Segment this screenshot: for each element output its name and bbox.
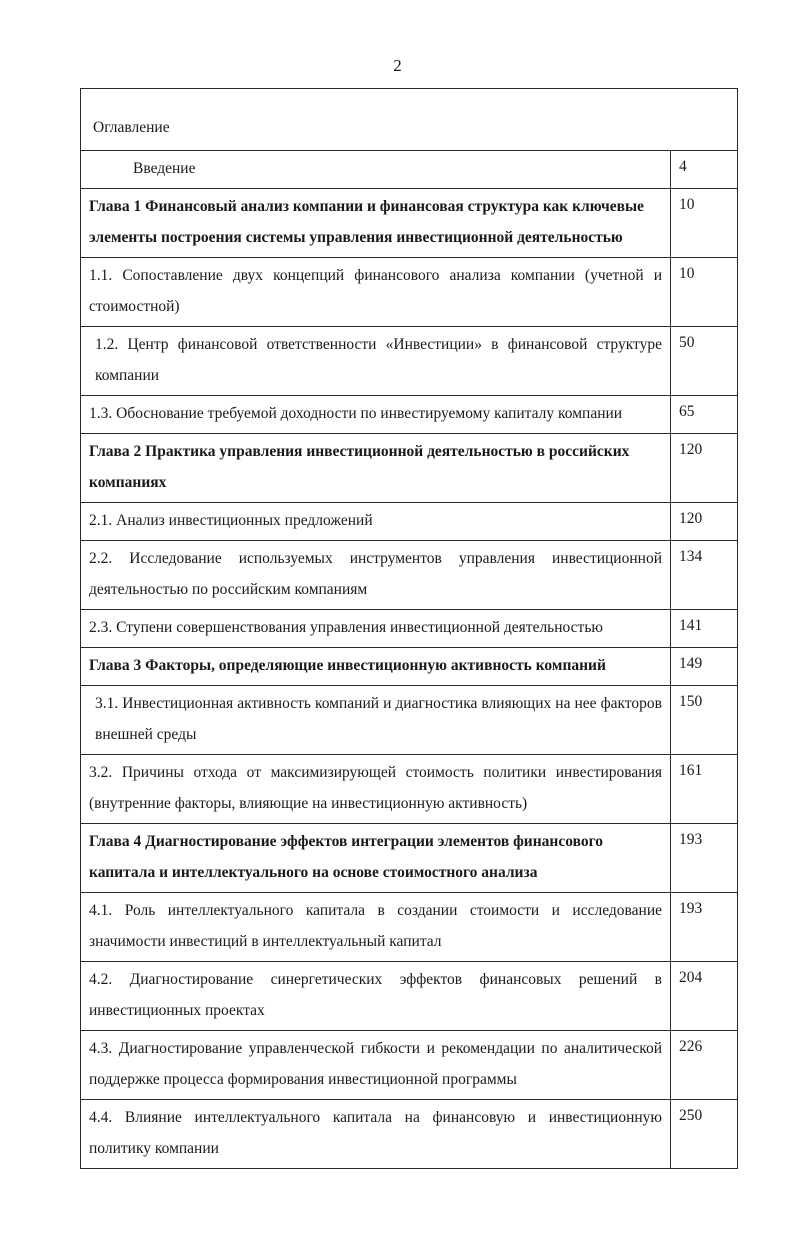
toc-row-chapter-3	[81, 648, 737, 686]
toc-entry-title: 4.3. Диагностирование управленческой гибкости и рекомендации по аналитической поддержке процесса формирования инвестиционной программы	[81, 1031, 671, 1099]
toc-row-1-3	[81, 396, 737, 434]
toc-entry-title: 4.2. Диагностирование синергетических эффектов финансовых решений в инвестиционных проектах	[81, 962, 671, 1030]
toc-entry-title: Введение	[81, 151, 671, 188]
toc-entry-page: 150	[679, 693, 703, 710]
toc-entry-page: 4	[679, 158, 687, 175]
toc-entry-page: 149	[679, 655, 703, 672]
toc-entry-page: 65	[679, 403, 695, 420]
toc-entry-page: 204	[679, 969, 703, 986]
toc-row-4-1	[81, 893, 737, 962]
toc-entry-page: 193	[679, 900, 703, 917]
table-of-contents	[80, 88, 738, 1169]
toc-entry-title: Глава 3 Факторы, определяющие инвестиционную активность компаний	[81, 648, 671, 685]
toc-row-chapter-1	[81, 189, 737, 258]
toc-entry-page: 250	[679, 1107, 703, 1124]
toc-row-2-3	[81, 610, 737, 648]
toc-entry-title: 3.2. Причины отхода от максимизирующей стоимость политики инвестирования (внутренние факторы, влияющие на инвестиционную активность)	[81, 755, 671, 823]
toc-entry-title: 2.2. Исследование используемых инструментов управления инвестиционной деятельностью по российским компаниям	[81, 541, 671, 609]
toc-entry-title: 1.2. Центр финансовой ответственности «Инвестиции» в финансовой структуре компании	[81, 327, 671, 395]
toc-entry-page: 120	[679, 441, 703, 458]
toc-entry-page: 141	[679, 617, 703, 634]
toc-entry-page: 120	[679, 510, 703, 527]
toc-entry-title: 3.1. Инвестиционная активность компаний и диагностика влияющих на нее факторов внешней среды	[81, 686, 671, 754]
toc-entry-title: 1.3. Обоснование требуемой доходности по инвестируемому капиталу компании	[81, 396, 671, 433]
toc-entry-title: 2.3. Ступени совершенствования управления инвестиционной деятельностью	[81, 610, 671, 647]
toc-entry-page: 50	[679, 334, 695, 351]
toc-entry-title: 1.1. Сопоставление двух концепций финансового анализа компании (учетной и стоимостной)	[81, 258, 671, 326]
toc-entry-title: 4.4. Влияние интеллектуального капитала на финансовую и инвестиционную политику компании	[81, 1100, 671, 1168]
toc-row-4-4	[81, 1100, 737, 1168]
toc-entry-title: Глава 1 Финансовый анализ компании и финансовая структура как ключевые элементы построения системы управления инвестиционной деятельностью	[81, 189, 671, 257]
toc-entry-title: Глава 4 Диагностирование эффектов интеграции элементов финансового капитала и интеллектуального на основе стоимостного анализа	[81, 824, 671, 892]
toc-row-chapter-2	[81, 434, 737, 503]
toc-row-4-2	[81, 962, 737, 1031]
toc-row-2-1	[81, 503, 737, 541]
toc-entry-page: 10	[679, 265, 695, 282]
toc-row-1-1	[81, 258, 737, 327]
toc-heading: Оглавление	[81, 89, 737, 151]
toc-entry-title: 2.1. Анализ инвестиционных предложений	[81, 503, 671, 540]
toc-row-chapter-4	[81, 824, 737, 893]
toc-row-3-2	[81, 755, 737, 824]
page-number: 2	[393, 56, 402, 75]
toc-row-introduction	[81, 151, 737, 189]
toc-row-4-3	[81, 1031, 737, 1100]
toc-entry-page: 193	[679, 831, 703, 848]
toc-entry-page: 226	[679, 1038, 703, 1055]
toc-row-1-2	[81, 327, 737, 396]
toc-row-3-1	[81, 686, 737, 755]
toc-entry-page: 10	[679, 196, 695, 213]
toc-entry-title: 4.1. Роль интеллектуального капитала в создании стоимости и исследование значимости инвестиций в интеллектуальный капитал	[81, 893, 671, 961]
toc-row-2-2	[81, 541, 737, 610]
toc-entry-page: 134	[679, 548, 703, 565]
toc-entry-page: 161	[679, 762, 703, 779]
toc-entry-title: Глава 2 Практика управления инвестиционной деятельностью в российских компаниях	[81, 434, 671, 502]
